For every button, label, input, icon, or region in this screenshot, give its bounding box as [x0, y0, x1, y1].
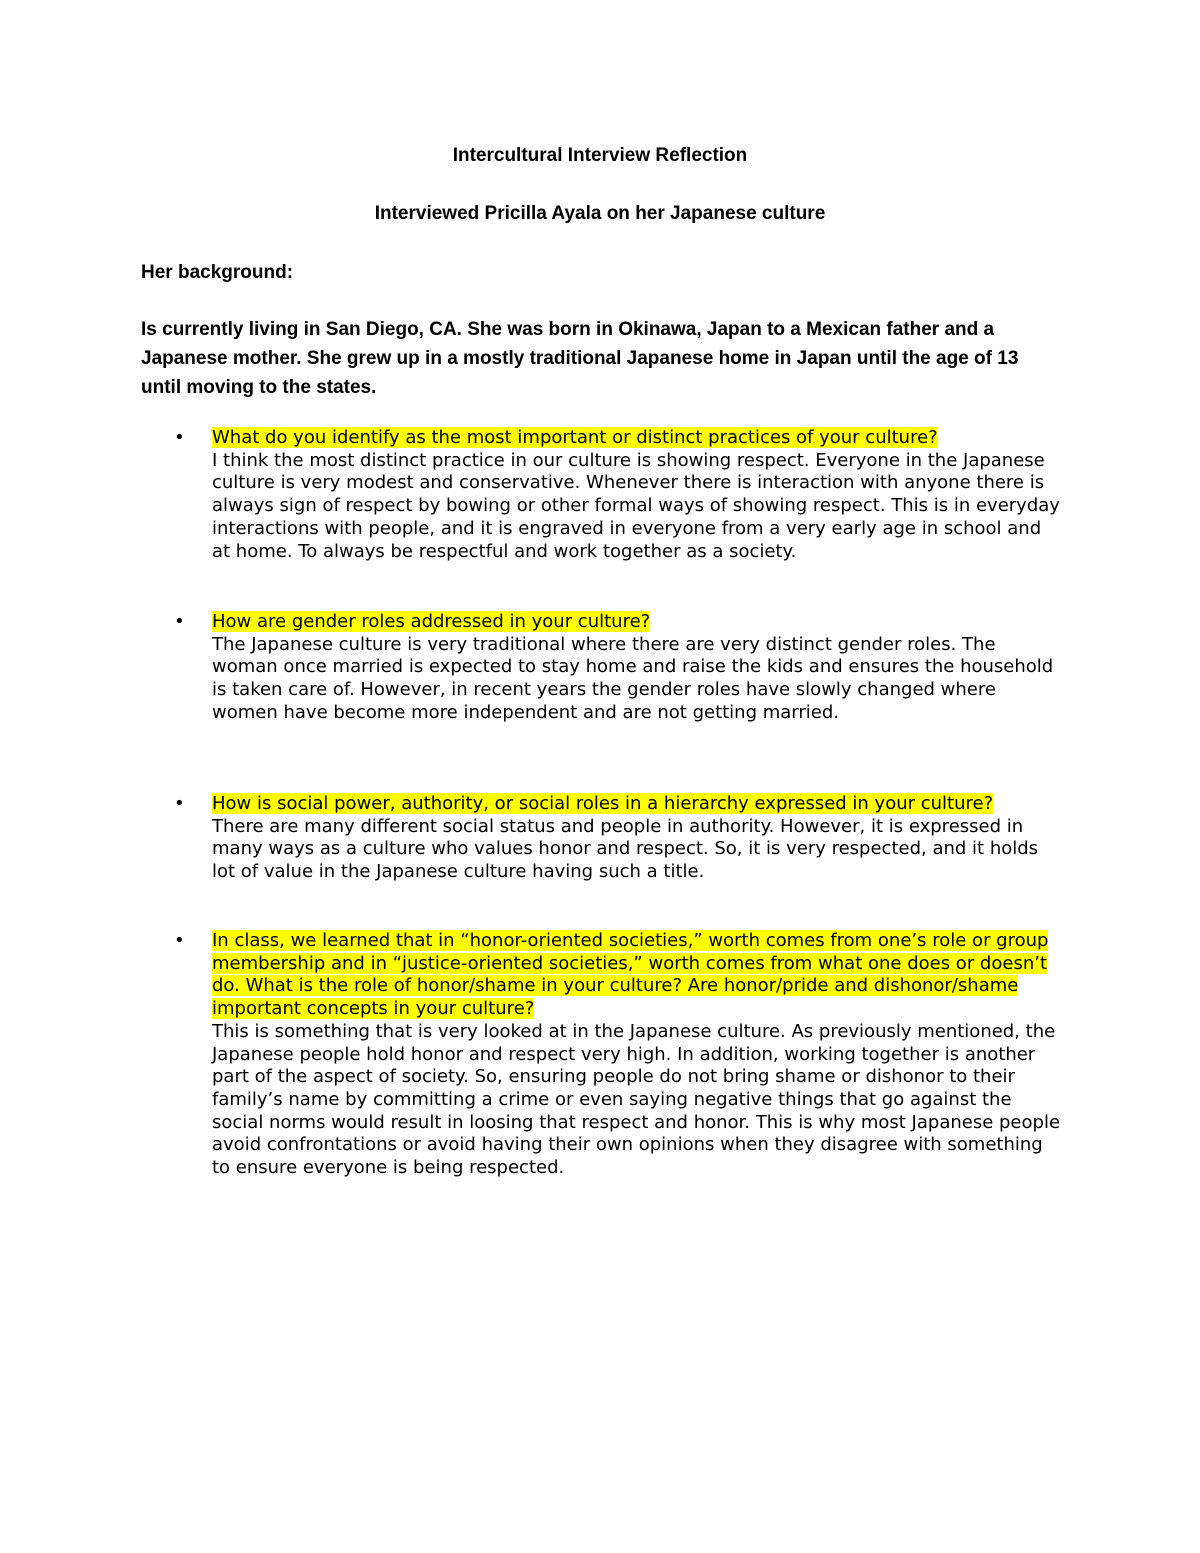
bullet-icon: • [174, 611, 185, 632]
list-item-content [212, 427, 1064, 563]
list-item [174, 793, 1064, 884]
background-heading: Her background: [141, 262, 294, 283]
bullet-icon: • [174, 427, 185, 448]
list-item [174, 427, 1064, 563]
answer-text: There are many different social status and people in authority. However, it is expressed in many ways as a culture who values honor and respect. So, it is very respected, and it holds lot of value in the Japanese culture having such a title. [212, 815, 1039, 883]
question-text: What do you identify as the most important or distinct practices of your culture? [212, 427, 938, 448]
document-subtitle: Interviewed Pricilla Ayala on her Japanese culture [374, 203, 826, 224]
answer-text: The Japanese culture is very traditional where there are very distinct gender roles. The woman once married is expected to stay home and raise the kids and ensures the household is taken care of. However, in recent years the gender roles have slowly changed where women have become more independent and are not getting married. [212, 633, 1054, 723]
answer-text: I think the most distinct practice in our culture is showing respect. Everyone in the Japanese culture is very modest and conservative. Whenever there is interaction with anyone there is always sign of respect by bowing or other formal ways of showing respect. This is in everyday interactions with people, and it is engraved in everyone from a very early age in school and at home. To always be respectful and work together as a society. [212, 449, 1060, 562]
list-item-content [212, 793, 1064, 884]
list-item [174, 611, 1064, 725]
list-item-content [212, 930, 1064, 1180]
bullet-icon: • [174, 793, 185, 814]
document-title: Intercultural Interview Reflection [452, 145, 748, 166]
list-item [174, 930, 1064, 1180]
question-text: How are gender roles addressed in your culture? [212, 611, 651, 632]
question-text: In class, we learned that in “honor-oriented societies,” worth comes from one’s role or group membership and in “justice-oriented societies,” worth comes from what one does or doesn’t do. What is the role of honor/shame in your culture? Are honor/pride and dishonor/shame important concepts in your culture? [212, 930, 1049, 1020]
background-text: Is currently living in San Diego, CA. She was born in Okinawa, Japan to a Mexican father and a Japanese mother. She grew up in a mostly traditional Japanese home in Japan until the age of 13 until moving to the states. [141, 319, 1019, 398]
answer-text: This is something that is very looked at in the Japanese culture. As previously mentioned, the Japanese people hold honor and respect very high. In addition, working together is another part of the aspect of society. So, ensuring people do not bring shame or dishonor to their family’s name by committing a crime or even saying negative things that go against the social norms would result in loosing that respect and honor. This is why most Japanese people avoid confrontations or avoid having their own opinions when they disagree with something to ensure everyone is being respected. [212, 1020, 1061, 1179]
bullet-icon: • [174, 930, 185, 951]
list-item-content [212, 611, 1064, 725]
question-text: How is social power, authority, or social roles in a hierarchy expressed in your culture? [212, 793, 994, 814]
